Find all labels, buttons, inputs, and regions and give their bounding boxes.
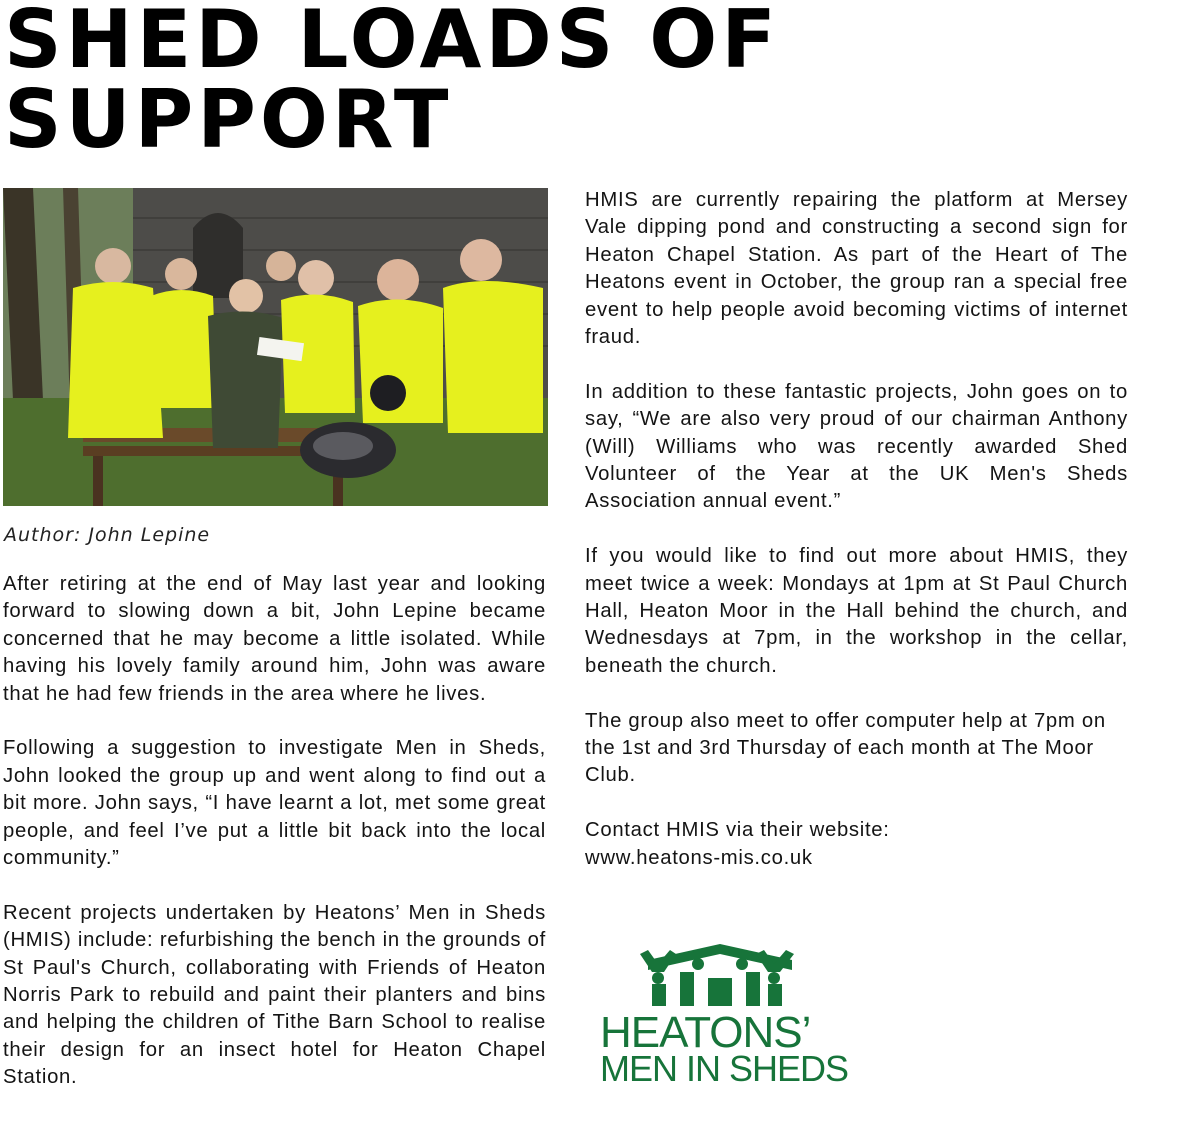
paragraph: The group also meet to offer computer help at 7pm on the 1st and 3rd Thursday of each month at The Moor Club. (585, 709, 1106, 787)
house-people-logo-icon (600, 942, 840, 1012)
paragraph: Following a suggestion to investigate Men in Sheds, John looked the group up and went along to find out a bit more. John says, “I have learnt a lot, met some great people, and feel I’ve put a little bit back into the local community.” (3, 737, 546, 870)
paragraph: Recent projects undertaken by Heatons’ Men in Sheds (HMIS) include: refurbishing the bench in the grounds of St Paul's Church, collaborating with Friends of Heaton Norris Park to rebuild and paint their planters and bins and helping the children of Tithe Barn School to realise their design for an insect hotel for Heaton Chapel Station. (3, 901, 546, 1089)
contact-text: Contact HMIS via their website: (585, 819, 890, 842)
left-column (3, 571, 546, 1119)
right-column (585, 187, 1128, 899)
headline-line-1: SHED LOADS OF (4, 0, 780, 86)
author-caption: Author: John Lepine (4, 524, 211, 546)
logo-heatons-text: HEATONS’ (600, 1008, 811, 1057)
paragraph: If you would like to find out more about HMIS, they meet twice a week: Mondays at 1pm at St Paul Church Hall, Heaton Moor in the Hall behind the church, and Wednesdays at 7pm, in the workshop in the cellar, beneath the church. (585, 545, 1128, 677)
paragraph: In addition to these fantastic projects, John goes on to say, “We are also very proud of our chairman Anthony (Will) Williams who was recently awarded Shed Volunteer of the Year at the UK Men's Sheds Association annual event.” (585, 380, 1128, 513)
article-headline (4, 0, 904, 166)
headline-line-2: SUPPORT (4, 73, 453, 166)
logo-men-in-sheds-text: MEN IN SHEDS (600, 1048, 849, 1089)
group-photo-illustration (3, 188, 548, 506)
website-link[interactable]: www.heatons-mis.co.uk (585, 846, 813, 869)
contact-paragraph (585, 817, 1128, 872)
paragraph: HMIS are currently repairing the platform at Mersey Vale dipping pond and constructing a second sign for Heaton Chapel Station. As part of the Heart of The Heatons event in October, the group ran a special free event to help people avoid becoming victims of internet fraud. (585, 189, 1128, 349)
heatons-men-in-sheds-logo (600, 942, 849, 1089)
paragraph: After retiring at the end of May last year and looking forward to slowing down a bit, John Lepine became concerned that he may become a little isolated. While having his lovely family around him, John was aware that he had few friends in the area where he lives. (3, 573, 546, 705)
group-photo (3, 188, 548, 506)
